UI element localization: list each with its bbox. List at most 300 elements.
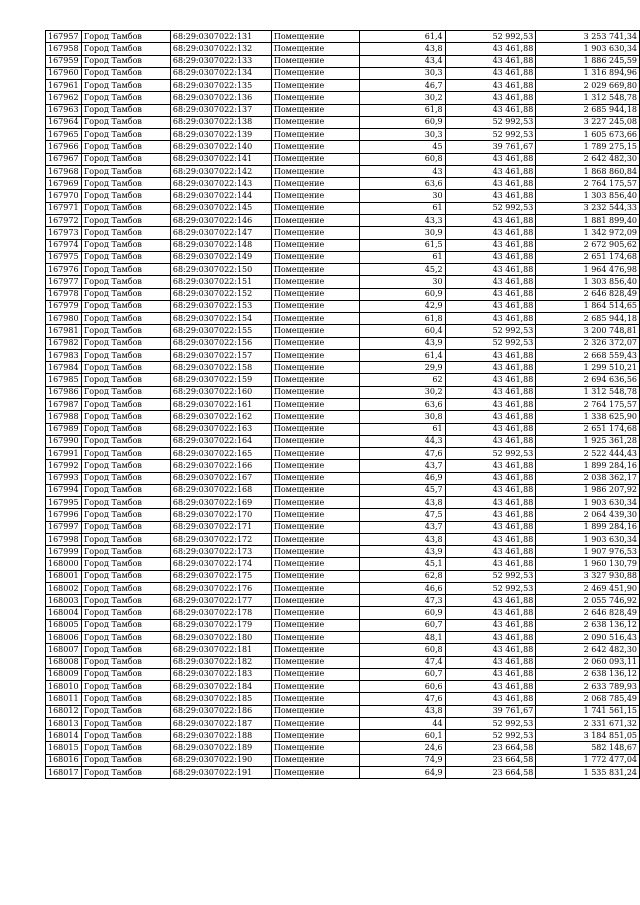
cell-object-type: Помещение (271, 349, 359, 361)
cell-city: Город Тамбов (81, 31, 170, 43)
table-row (46, 595, 640, 607)
cell-cadastral-value: 2 090 516,43 (536, 632, 640, 644)
cell-cadastral-number: 68:29:0307022:140 (170, 141, 271, 153)
cell-cadastral-value: 1 303 856,40 (536, 190, 640, 202)
cell-area: 30,2 (360, 386, 446, 398)
table-row (46, 80, 640, 92)
cell-id: 167969 (46, 178, 82, 190)
cell-cadastral-number: 68:29:0307022:189 (170, 742, 271, 754)
cell-city: Город Тамбов (81, 730, 170, 742)
cell-cadastral-value: 2 668 559,43 (536, 349, 640, 361)
cell-object-type: Помещение (271, 141, 359, 153)
cell-area: 43,8 (360, 533, 446, 545)
table-row (46, 742, 640, 754)
cell-area: 61,8 (360, 313, 446, 325)
table-row (46, 484, 640, 496)
cell-id: 167966 (46, 141, 82, 153)
cell-cadastral-number: 68:29:0307022:143 (170, 178, 271, 190)
cell-cadastral-value: 1 881 899,40 (536, 214, 640, 226)
cell-id: 167964 (46, 116, 82, 128)
cell-id: 167995 (46, 497, 82, 509)
cell-object-type: Помещение (271, 668, 359, 680)
cell-area: 43,8 (360, 705, 446, 717)
table-row (46, 730, 640, 742)
cell-cadastral-value: 2 694 636,56 (536, 374, 640, 386)
table-row (46, 570, 640, 582)
cell-city: Город Тамбов (81, 668, 170, 680)
cell-unit-price: 43 461,88 (445, 300, 536, 312)
cell-area: 60,6 (360, 681, 446, 693)
cell-object-type: Помещение (271, 435, 359, 447)
table-row (46, 497, 640, 509)
cell-object-type: Помещение (271, 423, 359, 435)
cell-object-type: Помещение (271, 570, 359, 582)
cell-object-type: Помещение (271, 288, 359, 300)
cell-object-type: Помещение (271, 362, 359, 374)
cell-cadastral-value: 2 522 444,43 (536, 448, 640, 460)
cell-city: Город Тамбов (81, 521, 170, 533)
cell-id: 167970 (46, 190, 82, 202)
cell-city: Город Тамбов (81, 717, 170, 729)
cell-object-type: Помещение (271, 31, 359, 43)
table-row (46, 178, 640, 190)
table-row (46, 202, 640, 214)
cell-cadastral-number: 68:29:0307022:164 (170, 435, 271, 447)
cell-id: 168010 (46, 681, 82, 693)
cell-unit-price: 43 461,88 (445, 313, 536, 325)
cell-id: 167987 (46, 398, 82, 410)
cell-cadastral-number: 68:29:0307022:152 (170, 288, 271, 300)
cell-city: Город Тамбов (81, 141, 170, 153)
cell-id: 167971 (46, 202, 82, 214)
cell-city: Город Тамбов (81, 435, 170, 447)
cell-id: 167981 (46, 325, 82, 337)
table-row (46, 141, 640, 153)
cell-id: 167967 (46, 153, 82, 165)
cell-id: 167988 (46, 411, 82, 423)
cell-object-type: Помещение (271, 264, 359, 276)
cell-cadastral-value: 3 200 748,81 (536, 325, 640, 337)
cell-unit-price: 52 992,53 (445, 582, 536, 594)
cell-cadastral-number: 68:29:0307022:167 (170, 472, 271, 484)
cell-unit-price: 43 461,88 (445, 656, 536, 668)
cell-cadastral-value: 1 316 894,96 (536, 67, 640, 79)
cell-unit-price: 23 664,58 (445, 754, 536, 766)
cell-city: Город Тамбов (81, 374, 170, 386)
cell-unit-price: 43 461,88 (445, 153, 536, 165)
cell-object-type: Помещение (271, 644, 359, 656)
cell-object-type: Помещение (271, 705, 359, 717)
cell-id: 168001 (46, 570, 82, 582)
table-row (46, 362, 640, 374)
table-row (46, 705, 640, 717)
cell-id: 167975 (46, 251, 82, 263)
cell-unit-price: 43 461,88 (445, 460, 536, 472)
table-row (46, 509, 640, 521)
cell-city: Город Тамбов (81, 644, 170, 656)
cell-city: Город Тамбов (81, 178, 170, 190)
cell-area: 47,6 (360, 448, 446, 460)
cell-object-type: Помещение (271, 337, 359, 349)
cell-id: 167958 (46, 43, 82, 55)
cell-city: Город Тамбов (81, 423, 170, 435)
cell-unit-price: 43 461,88 (445, 104, 536, 116)
cell-id: 167962 (46, 92, 82, 104)
cell-area: 45 (360, 141, 446, 153)
cell-city: Город Тамбов (81, 619, 170, 631)
cell-city: Город Тамбов (81, 472, 170, 484)
cell-object-type: Помещение (271, 398, 359, 410)
cell-object-type: Помещение (271, 656, 359, 668)
cell-cadastral-value: 1 907 976,53 (536, 546, 640, 558)
cell-cadastral-number: 68:29:0307022:166 (170, 460, 271, 472)
cell-unit-price: 43 461,88 (445, 423, 536, 435)
cell-unit-price: 43 461,88 (445, 55, 536, 67)
table-row (46, 288, 640, 300)
cell-id: 167984 (46, 362, 82, 374)
document-page (45, 30, 640, 779)
cell-city: Город Тамбов (81, 766, 170, 778)
cell-cadastral-value: 1 960 130,79 (536, 558, 640, 570)
table-row (46, 165, 640, 177)
cell-object-type: Помещение (271, 178, 359, 190)
cell-area: 43,3 (360, 214, 446, 226)
cell-cadastral-number: 68:29:0307022:149 (170, 251, 271, 263)
cell-area: 30 (360, 190, 446, 202)
cell-unit-price: 23 664,58 (445, 766, 536, 778)
cell-unit-price: 43 461,88 (445, 386, 536, 398)
cell-cadastral-value: 2 685 944,18 (536, 313, 640, 325)
cell-cadastral-number: 68:29:0307022:176 (170, 582, 271, 594)
cell-area: 24,6 (360, 742, 446, 754)
cell-city: Город Тамбов (81, 251, 170, 263)
cell-unit-price: 43 461,88 (445, 632, 536, 644)
cell-id: 168016 (46, 754, 82, 766)
cell-city: Город Тамбов (81, 325, 170, 337)
cell-cadastral-value: 2 064 439,30 (536, 509, 640, 521)
cell-area: 61,8 (360, 104, 446, 116)
cell-object-type: Помещение (271, 497, 359, 509)
cell-city: Город Тамбов (81, 202, 170, 214)
cell-cadastral-number: 68:29:0307022:136 (170, 92, 271, 104)
table-row (46, 423, 640, 435)
cell-cadastral-value: 1 741 561,15 (536, 705, 640, 717)
cell-city: Город Тамбов (81, 80, 170, 92)
cell-id: 168002 (46, 582, 82, 594)
cell-cadastral-value: 2 764 175,57 (536, 178, 640, 190)
cell-area: 60,9 (360, 288, 446, 300)
cell-cadastral-value: 1 605 673,66 (536, 129, 640, 141)
cell-object-type: Помещение (271, 67, 359, 79)
cell-object-type: Помещение (271, 214, 359, 226)
cell-city: Город Тамбов (81, 632, 170, 644)
cell-id: 167997 (46, 521, 82, 533)
table-row (46, 300, 640, 312)
cell-unit-price: 52 992,53 (445, 337, 536, 349)
cell-object-type: Помещение (271, 754, 359, 766)
table-row (46, 411, 640, 423)
cell-cadastral-number: 68:29:0307022:187 (170, 717, 271, 729)
cell-city: Город Тамбов (81, 153, 170, 165)
cell-unit-price: 43 461,88 (445, 521, 536, 533)
cell-unit-price: 43 461,88 (445, 619, 536, 631)
cell-object-type: Помещение (271, 276, 359, 288)
cell-id: 168011 (46, 693, 82, 705)
cell-area: 61,5 (360, 239, 446, 251)
cell-cadastral-value: 1 886 245,59 (536, 55, 640, 67)
cell-area: 64,9 (360, 766, 446, 778)
cell-cadastral-value: 2 638 136,12 (536, 619, 640, 631)
cell-cadastral-value: 1 299 510,21 (536, 362, 640, 374)
cell-object-type: Помещение (271, 386, 359, 398)
table-row (46, 92, 640, 104)
cell-unit-price: 43 461,88 (445, 644, 536, 656)
table-row (46, 349, 640, 361)
cell-city: Город Тамбов (81, 349, 170, 361)
cell-object-type: Помещение (271, 239, 359, 251)
cell-unit-price: 43 461,88 (445, 607, 536, 619)
table-row (46, 656, 640, 668)
cell-area: 62,8 (360, 570, 446, 582)
table-row (46, 607, 640, 619)
cell-id: 167957 (46, 31, 82, 43)
cell-city: Город Тамбов (81, 398, 170, 410)
cell-area: 47,5 (360, 509, 446, 521)
cell-city: Город Тамбов (81, 693, 170, 705)
cell-id: 167983 (46, 349, 82, 361)
cell-cadastral-number: 68:29:0307022:142 (170, 165, 271, 177)
cell-unit-price: 52 992,53 (445, 448, 536, 460)
cell-unit-price: 43 461,88 (445, 67, 536, 79)
cell-city: Город Тамбов (81, 116, 170, 128)
cell-area: 43,7 (360, 460, 446, 472)
cell-cadastral-number: 68:29:0307022:145 (170, 202, 271, 214)
cell-unit-price: 52 992,53 (445, 730, 536, 742)
cell-cadastral-value: 2 642 482,30 (536, 644, 640, 656)
cell-cadastral-number: 68:29:0307022:134 (170, 67, 271, 79)
cell-object-type: Помещение (271, 546, 359, 558)
table-row (46, 55, 640, 67)
cell-unit-price: 43 461,88 (445, 533, 536, 545)
table-row (46, 521, 640, 533)
cell-cadastral-number: 68:29:0307022:180 (170, 632, 271, 644)
cell-area: 30,2 (360, 92, 446, 104)
cell-cadastral-value: 1 903 630,34 (536, 43, 640, 55)
cell-cadastral-number: 68:29:0307022:158 (170, 362, 271, 374)
cell-cadastral-number: 68:29:0307022:161 (170, 398, 271, 410)
table-row (46, 386, 640, 398)
cell-area: 61 (360, 251, 446, 263)
cell-area: 30,9 (360, 227, 446, 239)
cell-city: Город Тамбов (81, 55, 170, 67)
cell-cadastral-value: 582 148,67 (536, 742, 640, 754)
cell-unit-price: 52 992,53 (445, 116, 536, 128)
cell-area: 60,8 (360, 153, 446, 165)
cell-id: 167960 (46, 67, 82, 79)
table-row (46, 214, 640, 226)
cell-object-type: Помещение (271, 730, 359, 742)
cell-cadastral-value: 2 646 828,49 (536, 607, 640, 619)
cell-city: Город Тамбов (81, 681, 170, 693)
cell-area: 47,3 (360, 595, 446, 607)
cell-object-type: Помещение (271, 619, 359, 631)
cell-object-type: Помещение (271, 251, 359, 263)
table-row (46, 227, 640, 239)
cell-unit-price: 52 992,53 (445, 717, 536, 729)
cell-city: Город Тамбов (81, 288, 170, 300)
cell-unit-price: 39 761,67 (445, 705, 536, 717)
cell-city: Город Тамбов (81, 448, 170, 460)
table-row (46, 533, 640, 545)
cell-city: Город Тамбов (81, 264, 170, 276)
cell-cadastral-number: 68:29:0307022:173 (170, 546, 271, 558)
cell-unit-price: 43 461,88 (445, 264, 536, 276)
cell-area: 60,9 (360, 116, 446, 128)
cell-id: 167959 (46, 55, 82, 67)
table-row (46, 43, 640, 55)
cell-cadastral-number: 68:29:0307022:191 (170, 766, 271, 778)
cell-cadastral-value: 1 342 972,09 (536, 227, 640, 239)
cell-unit-price: 43 461,88 (445, 251, 536, 263)
table-row (46, 717, 640, 729)
cell-city: Город Тамбов (81, 337, 170, 349)
cell-unit-price: 23 664,58 (445, 742, 536, 754)
cell-cadastral-number: 68:29:0307022:157 (170, 349, 271, 361)
cell-area: 45,2 (360, 264, 446, 276)
cell-cadastral-value: 2 331 671,32 (536, 717, 640, 729)
cell-object-type: Помещение (271, 202, 359, 214)
cell-area: 44 (360, 717, 446, 729)
cell-unit-price: 43 461,88 (445, 509, 536, 521)
table-row (46, 693, 640, 705)
cell-cadastral-value: 2 685 944,18 (536, 104, 640, 116)
cell-cadastral-number: 68:29:0307022:153 (170, 300, 271, 312)
cell-city: Город Тамбов (81, 67, 170, 79)
cell-unit-price: 43 461,88 (445, 668, 536, 680)
cell-id: 167979 (46, 300, 82, 312)
cell-id: 168006 (46, 632, 82, 644)
cell-cadastral-value: 2 672 905,62 (536, 239, 640, 251)
table-row (46, 398, 640, 410)
table-row (46, 472, 640, 484)
table-row (46, 313, 640, 325)
table-row (46, 644, 640, 656)
cell-area: 47,4 (360, 656, 446, 668)
cell-unit-price: 43 461,88 (445, 595, 536, 607)
cell-city: Город Тамбов (81, 313, 170, 325)
cell-area: 61 (360, 202, 446, 214)
cell-object-type: Помещение (271, 227, 359, 239)
cell-city: Город Тамбов (81, 484, 170, 496)
cell-unit-price: 43 461,88 (445, 693, 536, 705)
cell-area: 74,9 (360, 754, 446, 766)
cell-cadastral-value: 1 535 831,24 (536, 766, 640, 778)
cell-city: Город Тамбов (81, 239, 170, 251)
cell-area: 60,8 (360, 644, 446, 656)
cell-id: 168015 (46, 742, 82, 754)
cell-id: 167989 (46, 423, 82, 435)
cell-object-type: Помещение (271, 43, 359, 55)
table-row (46, 558, 640, 570)
cell-area: 43 (360, 165, 446, 177)
cell-id: 167993 (46, 472, 82, 484)
table-row (46, 619, 640, 631)
table-row (46, 632, 640, 644)
property-table-body (46, 31, 640, 779)
cell-city: Город Тамбов (81, 742, 170, 754)
cell-unit-price: 43 461,88 (445, 558, 536, 570)
cell-area: 43,9 (360, 337, 446, 349)
cell-id: 167992 (46, 460, 82, 472)
cell-cadastral-value: 2 060 093,11 (536, 656, 640, 668)
cell-area: 46,9 (360, 472, 446, 484)
table-row (46, 116, 640, 128)
cell-city: Город Тамбов (81, 386, 170, 398)
cell-cadastral-number: 68:29:0307022:150 (170, 264, 271, 276)
cell-cadastral-number: 68:29:0307022:190 (170, 754, 271, 766)
table-row (46, 31, 640, 43)
cell-area: 63,6 (360, 398, 446, 410)
cell-city: Город Тамбов (81, 276, 170, 288)
cell-cadastral-value: 2 651 174,68 (536, 251, 640, 263)
cell-id: 167985 (46, 374, 82, 386)
cell-object-type: Помещение (271, 374, 359, 386)
cell-id: 168009 (46, 668, 82, 680)
cell-city: Город Тамбов (81, 129, 170, 141)
cell-city: Город Тамбов (81, 533, 170, 545)
cell-object-type: Помещение (271, 595, 359, 607)
cell-object-type: Помещение (271, 509, 359, 521)
cell-id: 167991 (46, 448, 82, 460)
cell-id: 168013 (46, 717, 82, 729)
cell-city: Город Тамбов (81, 362, 170, 374)
table-row (46, 251, 640, 263)
cell-unit-price: 43 461,88 (445, 214, 536, 226)
cell-id: 167965 (46, 129, 82, 141)
table-row (46, 435, 640, 447)
cell-object-type: Помещение (271, 521, 359, 533)
cell-area: 43,9 (360, 546, 446, 558)
cell-city: Город Тамбов (81, 509, 170, 521)
cell-area: 47,6 (360, 693, 446, 705)
cell-cadastral-number: 68:29:0307022:170 (170, 509, 271, 521)
cell-city: Город Тамбов (81, 595, 170, 607)
cell-id: 168012 (46, 705, 82, 717)
cell-unit-price: 43 461,88 (445, 92, 536, 104)
cell-cadastral-number: 68:29:0307022:186 (170, 705, 271, 717)
cell-city: Город Тамбов (81, 214, 170, 226)
cell-cadastral-value: 1 899 284,16 (536, 521, 640, 533)
cell-cadastral-number: 68:29:0307022:131 (170, 31, 271, 43)
cell-object-type: Помещение (271, 411, 359, 423)
cell-area: 48,1 (360, 632, 446, 644)
cell-unit-price: 43 461,88 (445, 411, 536, 423)
cell-cadastral-number: 68:29:0307022:181 (170, 644, 271, 656)
cell-city: Город Тамбов (81, 582, 170, 594)
cell-unit-price: 43 461,88 (445, 80, 536, 92)
cell-area: 45,7 (360, 484, 446, 496)
cell-cadastral-number: 68:29:0307022:160 (170, 386, 271, 398)
cell-object-type: Помещение (271, 558, 359, 570)
table-row (46, 460, 640, 472)
cell-area: 61 (360, 423, 446, 435)
table-row (46, 129, 640, 141)
cell-unit-price: 43 461,88 (445, 276, 536, 288)
cell-cadastral-value: 2 029 669,80 (536, 80, 640, 92)
cell-area: 44,3 (360, 435, 446, 447)
cell-object-type: Помещение (271, 300, 359, 312)
cell-area: 43,8 (360, 43, 446, 55)
